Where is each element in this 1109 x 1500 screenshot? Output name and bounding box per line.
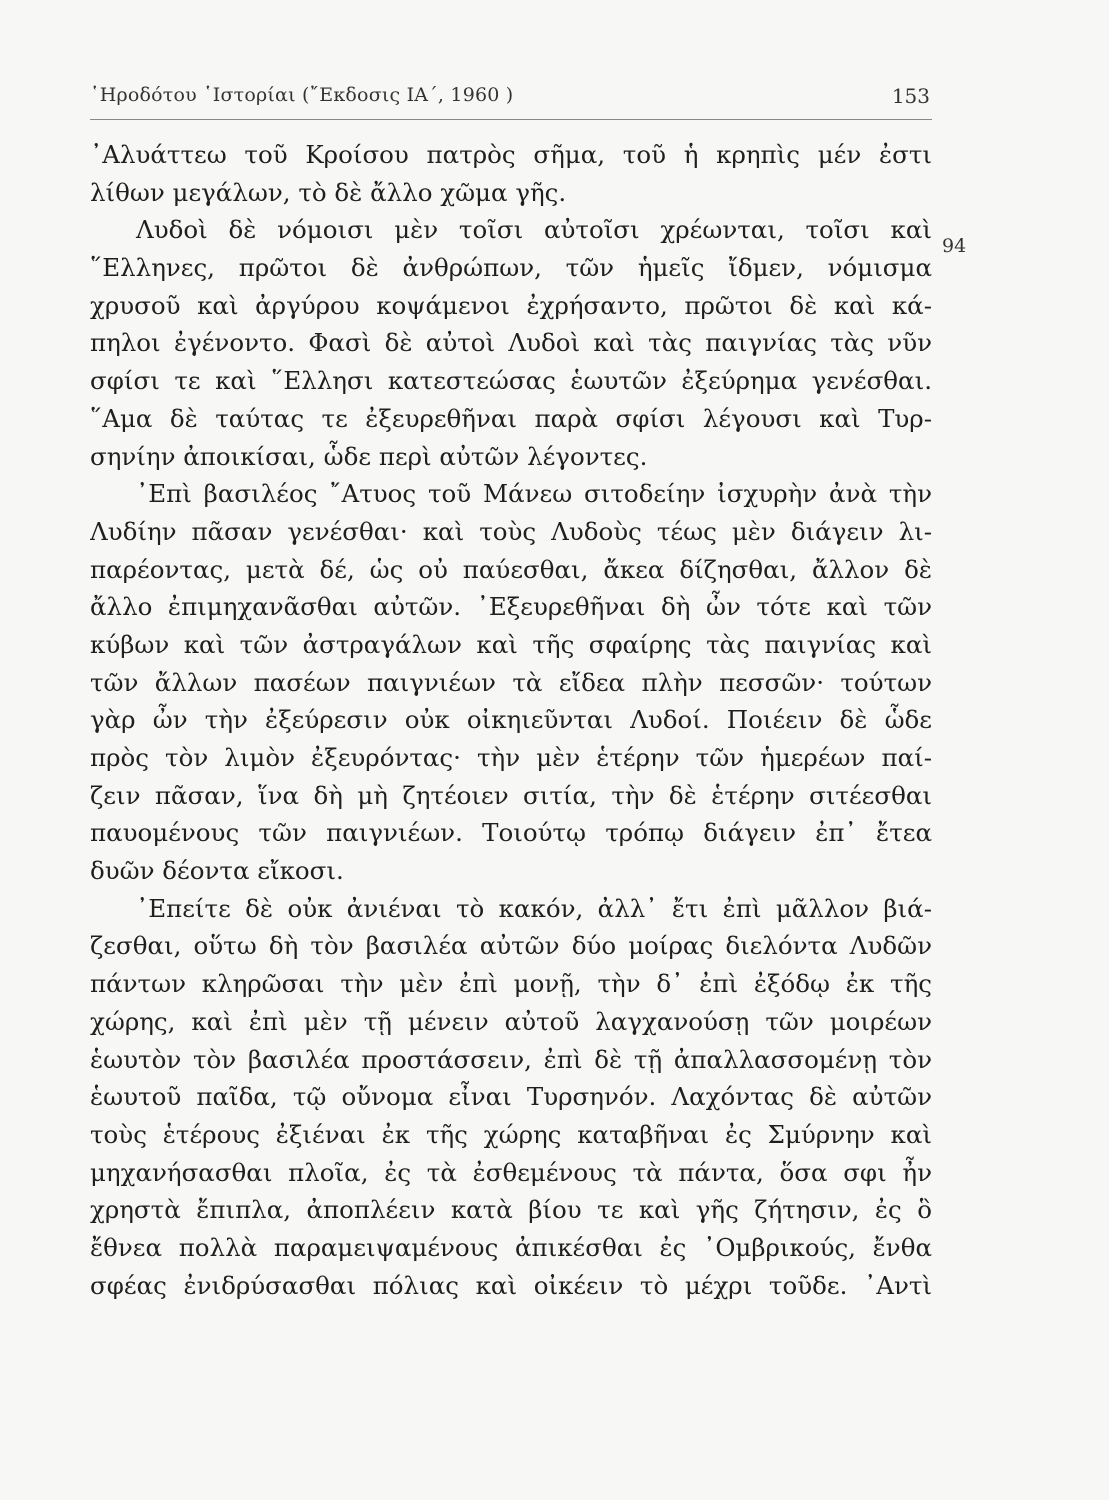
text-line: πάντων κληρῶσαι τὴν μὲν ἐπὶ μονῇ, τὴν δ᾿ ἐπὶ ἐξόδῳ ἐκ τῆς <box>90 969 932 999</box>
margin-section-number: 94 <box>942 235 967 257</box>
text-line: ῞Αμα δὲ ταύτας τε ἐξευρεθῆναι παρὰ σφίσι λέγουσι καὶ Τυρ- <box>90 403 932 433</box>
text-line: παυομένους τῶν παιγνιέων. Τοιούτῳ τρόπῳ διάγειν ἐπ᾿ ἔτεα <box>90 818 932 848</box>
header-rule <box>90 119 932 120</box>
text-line: λίθων μεγάλων, τὸ δὲ ἄλλο χῶμα γῆς. <box>90 177 567 207</box>
text-line: χώρης, καὶ ἐπὶ μὲν τῇ μένειν αὐτοῦ λαγχανούσῃ τῶν μοιρέων <box>90 1006 932 1036</box>
text-line: τῶν ἄλλων πασέων παιγνιέων τὰ εἴδεα πλὴν πεσσῶν· τούτων <box>90 667 932 697</box>
text-line: ζειν πᾶσαν, ἵνα δὴ μὴ ζητέοιεν σιτία, τὴν δὲ ἑτέρην σιτέεσθαι <box>90 780 932 810</box>
text-line: Λυδίην πᾶσαν γενέσθαι· καὶ τοὺς Λυδοὺς τέως μὲν διάγειν λι- <box>90 516 932 546</box>
text-line: ἔθνεα πολλὰ παραμειψαμένους ἀπικέσθαι ἐς ᾿Ομβρικούς, ἔνθα <box>90 1232 932 1262</box>
text-line: ἑωυτὸν τὸν βασιλέα προστάσσειν, ἐπὶ δὲ τῇ ἀπαλλασσομένῃ τὸν <box>90 1044 932 1074</box>
text-line: σφίσι τε καὶ ῞Ελλησι κατεστεώσας ἑωυτῶν ἐξεύρημα γενέσθαι. <box>90 366 932 396</box>
text-line: ᾿Αλυάττεω τοῦ Κροίσου πατρὸς σῆμα, τοῦ ἡ κρηπὶς μέν ἐστι <box>90 140 932 169</box>
page-number: 153 <box>891 84 930 108</box>
text-line: τοὺς ἑτέρους ἐξιέναι ἐκ τῆς χώρης καταβῆναι ἐς Σμύρνην καὶ <box>90 1119 932 1149</box>
text-line: κύβων καὶ τῶν ἀστραγάλων καὶ τῆς σφαίρης τὰς παιγνίας καὶ <box>90 629 932 659</box>
text-line: σηνίην ἀποικίσαι, ὧδε περὶ αὐτῶν λέγοντες. <box>90 441 648 471</box>
text-line: παρέοντας, μετὰ δέ, ὡς οὐ παύεσθαι, ἄκεα δίζησθαι, ἄλλον δὲ <box>90 554 932 584</box>
header-title: ῾Ηροδότου ῾Ιστορίαι (῎Εκδοσις ΙΑ΄, 1960 ) <box>90 84 514 106</box>
text-line: πρὸς τὸν λιμὸν ἐξευρόντας· τὴν μὲν ἑτέρην τῶν ἡμερέων παί- <box>90 743 932 772</box>
text-line: χρηστὰ ἔπιπλα, ἀποπλέειν κατὰ βίου τε καὶ γῆς ζήτησιν, ἐς ὃ <box>90 1195 932 1225</box>
text-line: ἄλλο ἐπιμηχανᾶσθαι αὐτῶν. ᾿Εξευρεθῆναι δὴ ὦν τότε καὶ τῶν <box>90 592 932 622</box>
text-line: σφέας ἐνιδρύσασθαι πόλιας καὶ οἰκέειν τὸ μέχρι τοῦδε. ᾿Αντὶ <box>90 1270 932 1300</box>
text-line: ἑωυτοῦ παῖδα, τῷ οὔνομα εἶναι Τυρσηνόν. Λαχόντας δὲ αὐτῶν <box>90 1082 932 1112</box>
text-line: χρυσοῦ καὶ ἀργύρου κοψάμενοι ἐχρήσαντο, πρῶτοι δὲ καὶ κά- <box>90 290 932 320</box>
text-line: δυῶν δέοντα εἴκοσι. <box>90 856 344 886</box>
text-line: ᾿Επείτε δὲ οὐκ ἀνιέναι τὸ κακόν, ἀλλ᾿ ἔτι ἐπὶ μᾶλλον βιά- <box>136 893 932 923</box>
text-line: πηλοι ἐγένοντο. Φασὶ δὲ αὐτοὶ Λυδοὶ καὶ τὰς παιγνίας τὰς νῦν <box>90 328 932 358</box>
text-line: μηχανήσασθαι πλοῖα, ἐς τὰ ἐσθεμένους τὰ πάντα, ὅσα σφι ἦν <box>90 1157 932 1187</box>
text-line: Λυδοὶ δὲ νόμοισι μὲν τοῖσι αὐτοῖσι χρέωνται, τοῖσι καὶ <box>136 215 932 245</box>
running-header <box>90 84 930 114</box>
text-line: ζεσθαι, οὕτω δὴ τὸν βασιλέα αὐτῶν δύο μοίρας διελόντα Λυδῶν <box>90 931 932 961</box>
text-line: γὰρ ὦν τὴν ἐξεύρεσιν οὐκ οἰκηιεῦνται Λυδοί. Ποιέειν δὲ ὧδε <box>90 705 932 735</box>
text-line: ῞Ελληνες, πρῶτοι δὲ ἀνθρώπων, τῶν ἡμεῖς ἴδμεν, νόμισμα <box>90 253 932 283</box>
text-line: ᾿Επὶ βασιλέος ῎Ατυος τοῦ Μάνεω σιτοδείην ἰσχυρὴν ἀνὰ τὴν <box>136 479 932 509</box>
body-text <box>90 136 932 1304</box>
